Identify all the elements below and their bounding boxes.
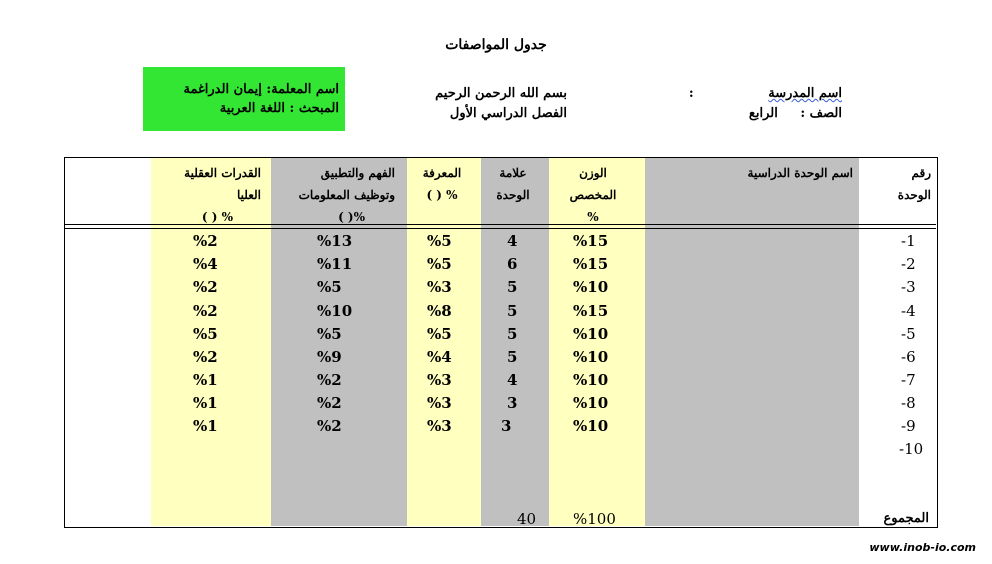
website-watermark: www.inob-io.com	[869, 541, 976, 554]
cell-mark: 3	[501, 417, 512, 435]
cell-weight: %10	[573, 394, 609, 412]
header-unit-number: رقم الوحدة	[897, 166, 931, 202]
cell-comprehension: %10	[317, 302, 353, 320]
cell-no: -6	[901, 348, 916, 366]
cell-higher: %1	[193, 371, 218, 389]
cell-weight: %15	[573, 232, 609, 250]
cell-mark: 5	[507, 348, 518, 366]
school-colon: :	[688, 86, 694, 101]
cell-no: -9	[901, 417, 916, 435]
cell-knowledge: %4	[427, 348, 452, 366]
cell-weight: %10	[573, 348, 609, 366]
basmala: بسم الله الرحمن الرحيم	[435, 86, 567, 101]
cell-mark: 3	[507, 394, 518, 412]
cell-comprehension: %11	[317, 255, 353, 273]
cell-weight: %15	[573, 302, 609, 320]
cell-mark: 4	[507, 371, 518, 389]
cell-knowledge: %5	[427, 255, 452, 273]
cell-knowledge: %3	[427, 278, 452, 296]
school-label: اسم المدرسة	[768, 86, 842, 101]
total-label: المجموع	[883, 511, 929, 526]
cell-mark: 6	[507, 255, 518, 273]
cell-knowledge: %5	[427, 325, 452, 343]
cell-knowledge: %5	[427, 232, 452, 250]
cell-comprehension: %5	[317, 325, 342, 343]
cell-higher: %2	[193, 348, 218, 366]
cell-no: -4	[901, 302, 916, 320]
cell-knowledge: %3	[427, 371, 452, 389]
school-line	[640, 84, 842, 104]
center-header	[395, 84, 567, 124]
cell-weight: %15	[573, 255, 609, 273]
total-weight: %100	[573, 510, 616, 528]
cell-mark: 5	[507, 302, 518, 320]
cell-higher: %4	[193, 255, 218, 273]
cell-mark: 4	[507, 232, 518, 250]
cell-comprehension: %13	[317, 232, 353, 250]
header-knowledge: المعرفة % ( )	[422, 166, 462, 202]
cell-weight: %10	[573, 417, 609, 435]
cell-mark: 5	[507, 325, 518, 343]
cell-no: -5	[901, 325, 916, 343]
cell-weight: %10	[573, 278, 609, 296]
total-mark: 40	[517, 510, 537, 528]
header-comprehension: الفهم والتطبيق وتوظيف المعلومات %( )	[298, 166, 395, 224]
cell-weight: %10	[573, 325, 609, 343]
cell-higher: %2	[193, 302, 218, 320]
specification-table	[64, 157, 938, 528]
header-weight: الوزن المخصص %	[569, 166, 617, 224]
cell-higher: %2	[193, 232, 218, 250]
semester: الفصل الدراسي الأول	[449, 106, 567, 121]
teacher-info-box	[143, 67, 345, 131]
cell-comprehension: %5	[317, 278, 342, 296]
school-header	[640, 84, 842, 124]
cell-no: -8	[901, 394, 916, 412]
cell-higher: %1	[193, 417, 218, 435]
cell-no: -1	[901, 232, 916, 250]
cell-comprehension: %2	[317, 394, 342, 412]
cell-no: -7	[901, 371, 916, 389]
grade-label: الصف :	[800, 106, 842, 121]
cell-comprehension: %2	[317, 417, 342, 435]
cell-comprehension: %2	[317, 371, 342, 389]
unit-name-column-bg	[645, 158, 859, 526]
cell-higher: %1	[193, 394, 218, 412]
teacher-name: اسم المعلمة: إيمان الدراغمة	[183, 82, 339, 97]
cell-higher: %2	[193, 278, 218, 296]
header-mark: علامة الوحدة	[496, 166, 530, 202]
header-divider-bottom	[65, 228, 936, 229]
document-title: جدول المواصفات	[445, 37, 547, 53]
cell-no: -10	[899, 440, 924, 458]
cell-higher: %5	[193, 325, 218, 343]
grade-line	[640, 104, 842, 124]
cell-mark: 5	[507, 278, 518, 296]
cell-knowledge: %8	[427, 302, 452, 320]
cell-knowledge: %3	[427, 417, 452, 435]
cell-comprehension: %9	[317, 348, 342, 366]
grade-value: الرابع	[748, 106, 778, 121]
cell-weight: %10	[573, 371, 609, 389]
cell-no: -3	[901, 278, 916, 296]
cell-knowledge: %3	[427, 394, 452, 412]
subject-name: المبحث : اللغة العربية	[219, 101, 339, 116]
header-unit-name: اسم الوحدة الدراسية	[747, 166, 853, 180]
cell-no: -2	[901, 255, 916, 273]
header-higher-abilities: القدرات العقلية العليا % ( )	[184, 166, 261, 224]
